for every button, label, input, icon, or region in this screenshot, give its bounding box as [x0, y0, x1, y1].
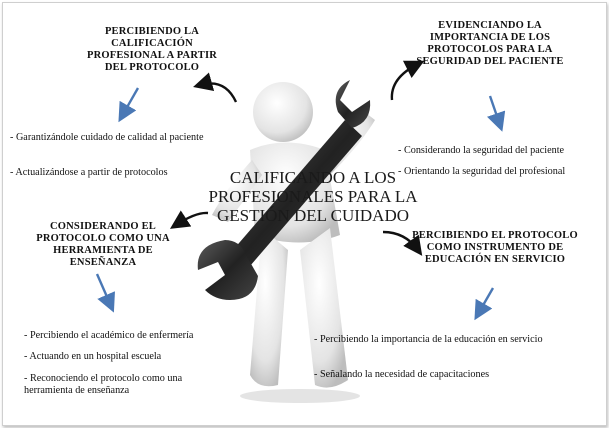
down-arrow-icon — [97, 274, 111, 306]
heading-bottom-right: PERCIBIENDO EL PROTOCOLO COMO INSTRUMENTO DE EDUCACIÓN EN SERVICIO — [412, 230, 578, 265]
heading-top-left: PERCIBIENDO LA CALIFICACIÓN PROFESIONAL A PARTIR DEL PROTOCOLO — [86, 26, 218, 73]
item-bottom-left-2: - Actuando en un hospital escuela — [24, 351, 162, 362]
item-bottom-right-1: - Percibiendo la importancia de la educación en servicio — [314, 334, 543, 345]
heading-bottom-left: CONSIDERANDO EL PROTOCOLO COMO UNA HERRAMIENTA DE ENSEÑANZA — [36, 221, 170, 268]
curved-arrow-icon — [200, 83, 236, 102]
curved-arrow-icon — [392, 64, 418, 100]
down-arrow-icon — [122, 88, 138, 116]
heading-top-right: EVIDENCIANDO LA IMPORTANCIA DE LOS PROTOCOLOS PARA LA SEGURIDAD DEL PACIENTE — [416, 20, 564, 67]
item-bottom-left-1: - Percibiendo el académico de enfermería — [24, 330, 194, 341]
item-top-left-1: - Garantizándole cuidado de calidad al paciente — [10, 132, 204, 143]
down-arrow-icon — [490, 96, 500, 125]
down-arrow-icon — [478, 288, 493, 314]
item-top-right-2: - Orientando la seguridad del profesional — [398, 166, 566, 177]
item-bottom-left-3: - Reconociendo el protocolo como una herramienta de enseñanza — [24, 373, 183, 396]
item-bottom-right-2: - Señalando la necesidad de capacitaciones — [314, 369, 490, 380]
center-title: CALIFICANDO A LOS PROFESIONALES PARA LA GESTIÓN DEL CUIDADO — [208, 168, 418, 225]
item-top-right-1: - Considerando la seguridad del paciente — [398, 145, 565, 156]
item-top-left-2: - Actualizándose a partir de protocolos — [10, 167, 168, 178]
